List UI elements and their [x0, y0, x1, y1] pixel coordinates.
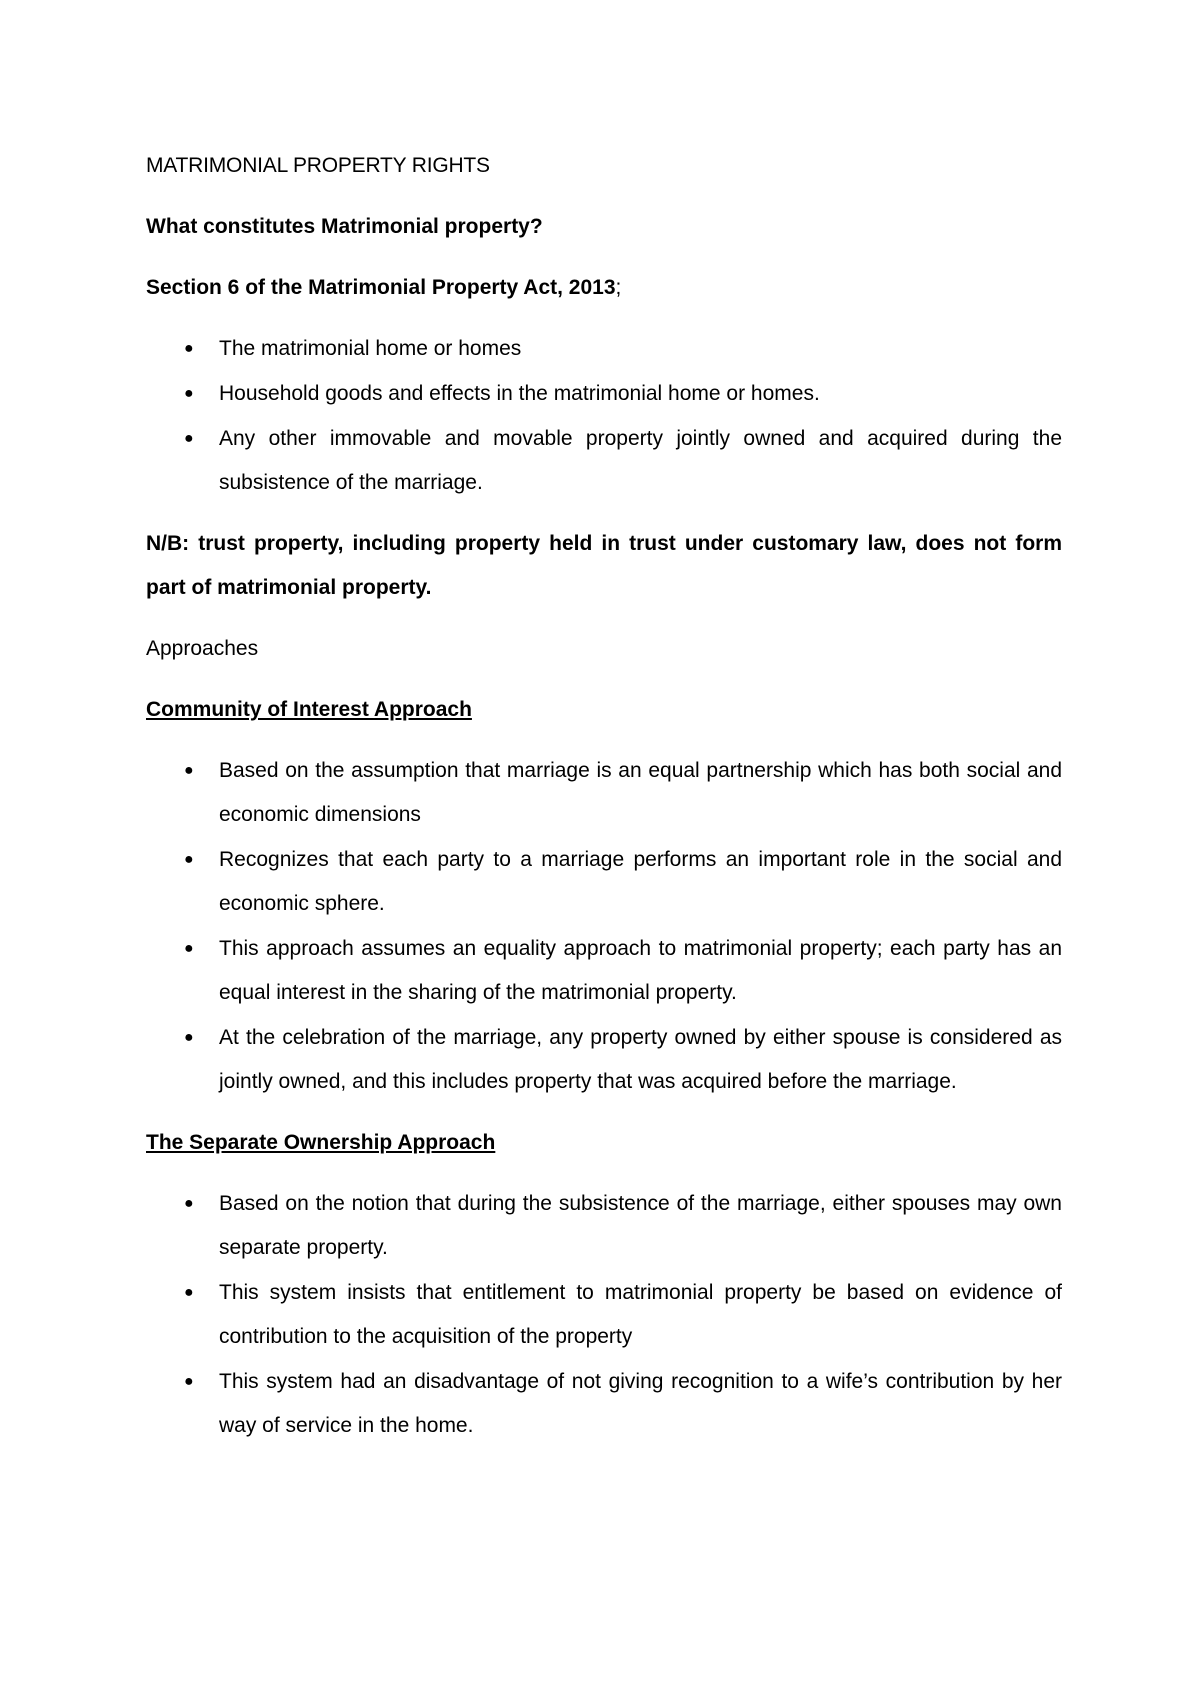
- community-items-list: [146, 749, 1062, 1104]
- list-item-text: Based on the assumption that marriage is an equal partnership which has both social and economic dimensions: [219, 759, 1062, 826]
- list-item-text: This system insists that entitlement to matrimonial property be based on evidence of contribution to the acquisition of the property: [219, 1281, 1062, 1348]
- list-item-text: Any other immovable and movable property jointly owned and acquired during the subsistence of the marriage.: [219, 427, 1062, 494]
- section-reference-text: Section 6 of the Matrimonial Property Act, 2013: [146, 276, 616, 299]
- document-title: MATRIMONIAL PROPERTY RIGHTS: [146, 154, 490, 177]
- list-item-text: This approach assumes an equality approach to matrimonial property; each party has an equal interest in the sharing of the matrimonial property.: [219, 937, 1062, 1004]
- list-item: [146, 1271, 1062, 1359]
- list-item: [146, 327, 1062, 371]
- bullet-icon: ●: [184, 940, 194, 957]
- bullet-icon: ●: [184, 1029, 194, 1046]
- list-item: [146, 838, 1062, 926]
- list-item-text: This system had an disadvantage of not giving recognition to a wife’s contribution by her way of service in the home.: [219, 1370, 1062, 1437]
- question-heading: What constitutes Matrimonial property?: [146, 215, 543, 238]
- bullet-icon: ●: [184, 851, 194, 868]
- list-item-text: Based on the notion that during the subsistence of the marriage, either spouses may own separate property.: [219, 1192, 1062, 1259]
- list-item: [146, 1016, 1062, 1104]
- list-item-text: The matrimonial home or homes: [219, 337, 522, 360]
- separate-heading: The Separate Ownership Approach: [146, 1131, 496, 1154]
- list-item-text: Household goods and effects in the matrimonial home or homes.: [219, 382, 820, 405]
- approaches-label: Approaches: [146, 637, 259, 660]
- community-heading: Community of Interest Approach: [146, 698, 472, 721]
- document-page: [146, 144, 1062, 1465]
- note-paragraph: N/B: trust property, including property held in trust under customary law, does not form part of matrimonial property.: [146, 532, 1062, 599]
- list-item-text: At the celebration of the marriage, any property owned by either spouse is considered as jointly owned, and this includes property that was acquired before the marriage.: [219, 1026, 1062, 1093]
- section-reference-suffix: ;: [615, 276, 622, 299]
- bullet-icon: ●: [184, 1195, 194, 1212]
- bullet-icon: ●: [184, 1373, 194, 1390]
- list-item: [146, 749, 1062, 837]
- section-reference: [146, 266, 1062, 310]
- bullet-icon: ●: [184, 340, 194, 357]
- bullet-icon: ●: [184, 385, 194, 402]
- list-item: [146, 417, 1062, 505]
- bullet-icon: ●: [184, 1284, 194, 1301]
- list-item: [146, 372, 1062, 416]
- bullet-icon: ●: [184, 762, 194, 779]
- section-items-list: [146, 327, 1062, 505]
- list-item: [146, 1182, 1062, 1270]
- list-item-text: Recognizes that each party to a marriage performs an important role in the social and economic sphere.: [219, 848, 1062, 915]
- separate-items-list: [146, 1182, 1062, 1448]
- list-item: [146, 927, 1062, 1015]
- bullet-icon: ●: [184, 430, 194, 447]
- list-item: [146, 1360, 1062, 1448]
